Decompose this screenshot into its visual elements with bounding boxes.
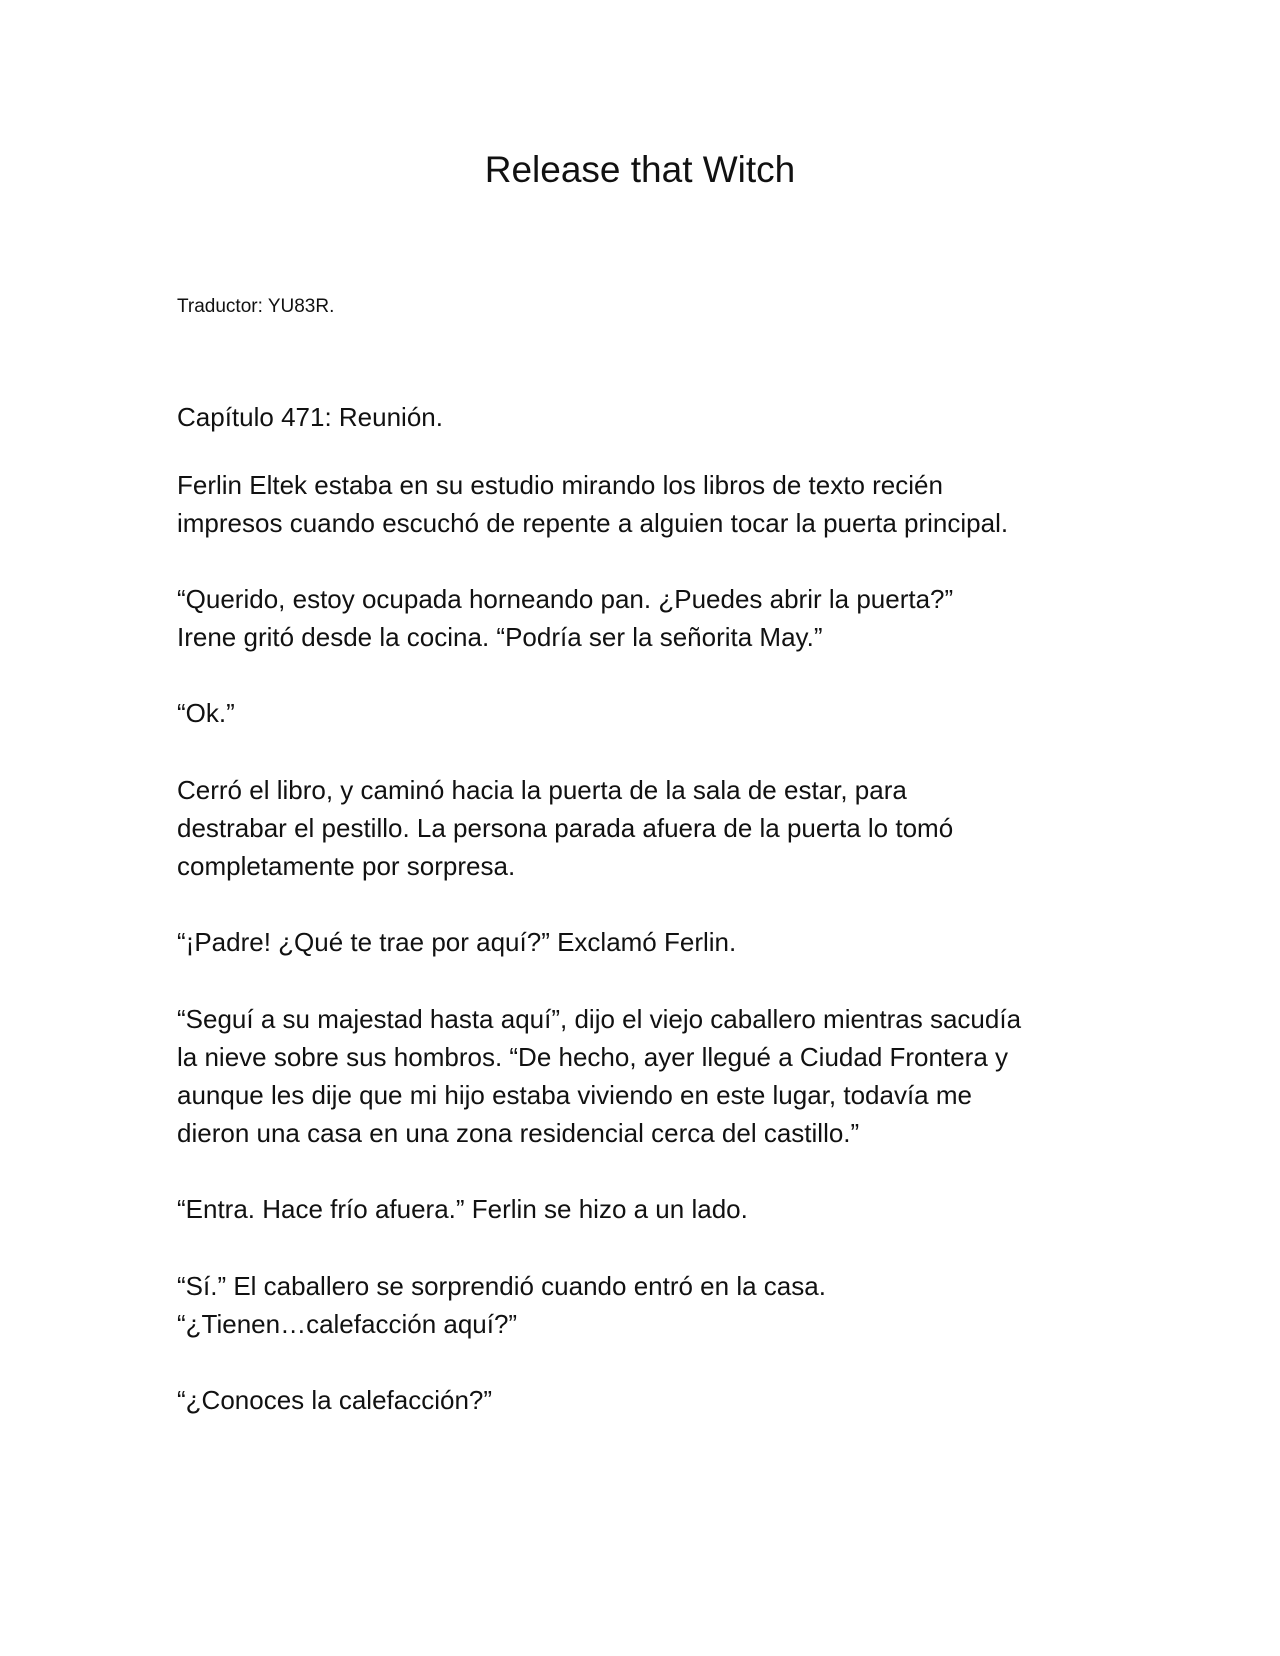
- paragraph: Ferlin Eltek estaba en su estudio mirando los libros de texto recién impresos cuando escuchó de repente a alguien tocar la puerta principal.: [177, 470, 1009, 538]
- paragraph: “Entra. Hace frío afuera.” Ferlin se hizo a un lado.: [177, 1194, 748, 1224]
- paragraph: “¿Conoces la calefacción?”: [177, 1385, 493, 1415]
- chapter-heading: Capítulo 471: Reunión.: [177, 402, 443, 432]
- document-title: Release that Witch: [484, 149, 796, 190]
- paragraph: “Seguí a su majestad hasta aquí”, dijo el viejo caballero mientras sacudía la nieve sobre sus hombros. “De hecho, ayer llegué a Ciudad Frontera y aunque les dije que mi hijo estaba viviendo en este lugar, todavía me dieron una casa en una zona residencial cerca del castillo.”: [177, 1004, 1022, 1148]
- paragraph: “Ok.”: [177, 698, 235, 728]
- paragraph: “Sí.” El caballero se sorprendió cuando entró en la casa. “¿Tienen…calefacción aquí?”: [177, 1271, 826, 1339]
- paragraph: “Querido, estoy ocupada horneando pan. ¿Puedes abrir la puerta?” Irene gritó desde la cocina. “Podría ser la señorita May.”: [177, 584, 954, 652]
- paragraph: “¡Padre! ¿Qué te trae por aquí?” Exclamó Ferlin.: [177, 927, 737, 957]
- paragraph: Cerró el libro, y caminó hacia la puerta de la sala de estar, para destrabar el pestillo. La persona parada afuera de la puerta lo tomó completamente por sorpresa.: [177, 775, 954, 881]
- translator-credit: Traductor: YU83R.: [177, 296, 335, 317]
